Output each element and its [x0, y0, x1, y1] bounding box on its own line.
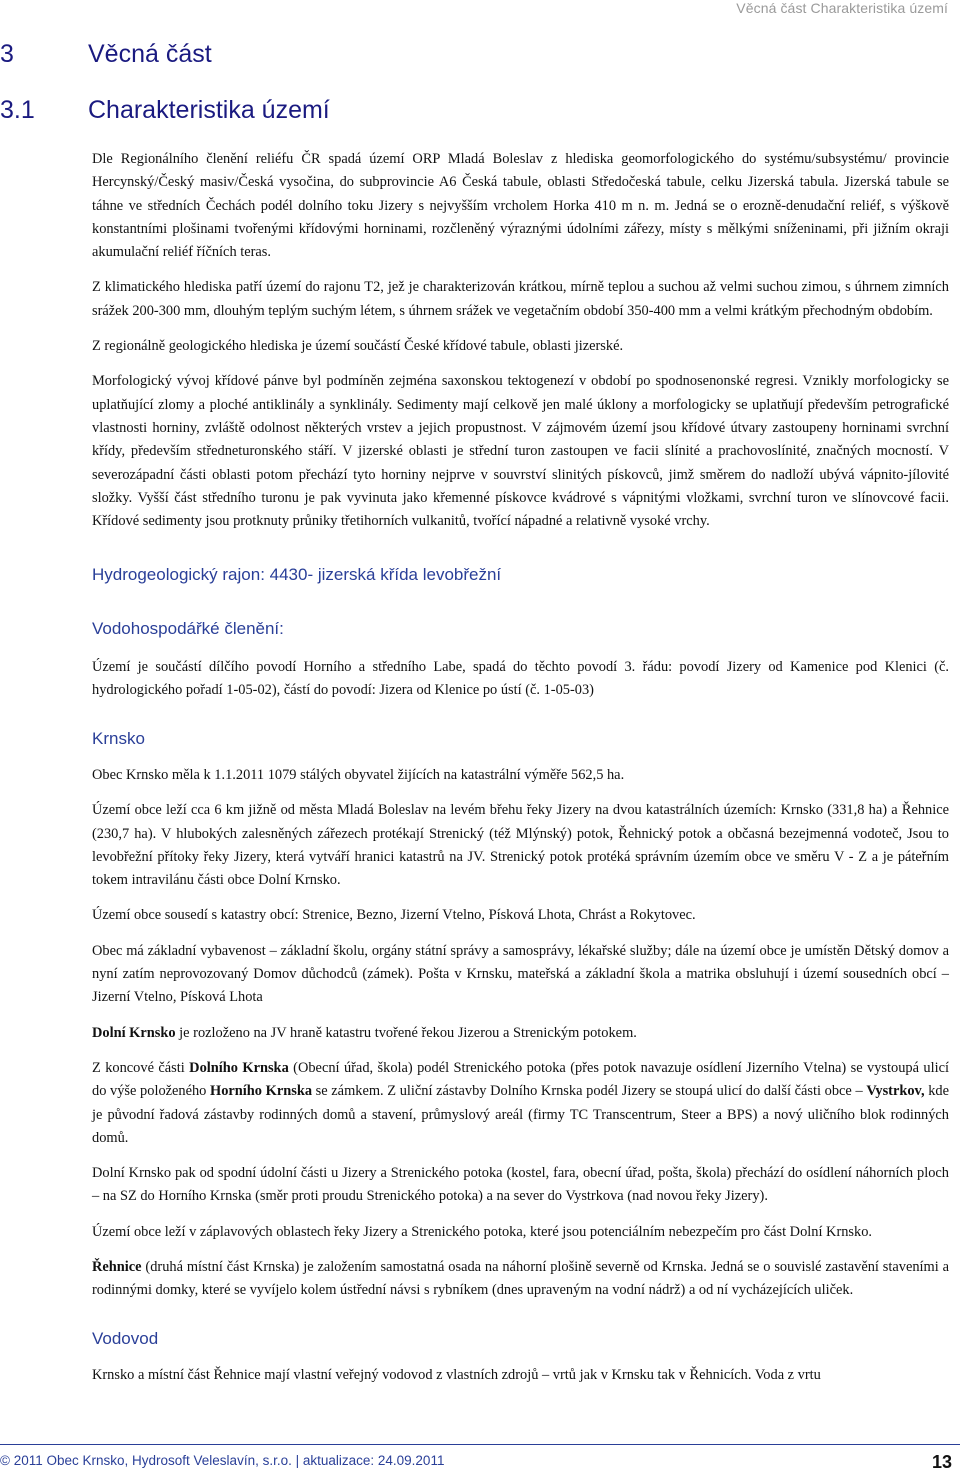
- paragraph-water-supply: Krnsko a místní část Řehnice mají vlastní veřejný vodovod z vlastních zdrojů – vrtů jak v Krnsku tak v Řehnicích. Voda z vrtu: [92, 1366, 821, 1383]
- paragraph-watershed: Území je součástí dílčího povodí Horního a středního Labe, spadá do těchto povodí 3. řádu: povodí Jizery od Kamenice pod Klenici (č. hydrologického pořadí 1-05-02), částí do povodí: Jizera od Klenice po ústí (č. 1-05-03): [92, 659, 949, 699]
- paragraph-geology: Z regionálně geologického hlediska je území součástí České křídové tabule, oblasti jizerské.: [92, 338, 624, 355]
- term-horniho-krnska: Horního Krnska: [210, 1083, 313, 1100]
- term-rehnice: Řehnice: [92, 1258, 142, 1275]
- page-number: 13: [931, 1452, 952, 1472]
- section-heading: [0, 40, 212, 69]
- footer-divider: [0, 1444, 960, 1445]
- term-dolni-krnsko: Dolní Krnsko: [92, 1024, 176, 1041]
- paragraph-amenities: Obec má základní vybavenost – základní školu, orgány státní správy a samosprávy, lékařské služby; dále na území obce je umístěn Dětský domov a nyní zatím neprovozovaný Domov důchodců (zámek). Pošta v Krnsku, mateřská a základní škola a matrika obsluhují i území sousedních obcí – Jizerní Vtelno, Písková Lhota: [92, 942, 949, 1006]
- term-vystrkov: Vystrkov,: [866, 1083, 925, 1100]
- section-title: Věcná část: [88, 40, 212, 68]
- paragraph-population: Obec Krnsko měla k 1.1.2011 1079 stálých obyvatel žijících na katastrální výměře 562,5 ha.: [92, 766, 625, 783]
- subsection-title: Charakteristika území: [88, 96, 330, 124]
- document-body: [92, 148, 949, 1399]
- heading-krnsko: Krnsko: [92, 728, 145, 748]
- paragraph-upland: Dolní Krnsko pak od spodní údolní části u Jizery a Strenického potoka (kostel, fara, obecní úřad, pošta, škola) přechází do osídlení náhorních ploch – na SZ do Horního Krnska (směr proti proudu Strenického potoka) a na sever do Vystrkova (nad novou řeky Jizery).: [92, 1165, 949, 1205]
- heading-water-management: Vodohospodářké členění:: [92, 618, 284, 638]
- term-dolniho-krnska: Dolního Krnska: [189, 1059, 289, 1076]
- paragraph-climate: Z klimatického hlediska patří území do rajonu T2, jež je charakterizován krátkou, mírně teplou a suchou až velmi suchou zimou, s úhrnem zimních srážek 200-300 mm, dlouhým teplým suchým létem, s úhrnem srážek ve vegetačním období 350-400 mm a velmi krátkým přechodným obdobím.: [92, 279, 949, 319]
- paragraph-settlement: Z koncové části Dolního Krnska (Obecní úřad, škola) podél Strenického potoka (přes potok navazuje osídlení Jizerního Vtelna) se vystoupá ulicí do výše položeného Horního Krnska se zámkem. Z uliční zástavby Dolního Krnska podél Jizery se stoupá ulicí do další části obce – Vystrkov, kde je původní řadová zástavby rodinných domů a stavení, průmyslový areál (firmy TC Transcentrum, Steer a BPS) a nový uličního blok rodinných domů.: [92, 1059, 949, 1146]
- subsection-heading: [0, 96, 330, 125]
- section-number: 3: [0, 40, 14, 68]
- paragraph-rehnice: Řehnice (druhá místní část Krnska) je založením samostatná osada na náhorní plošině severně od Krnska. Jedná se o souvislé zastavění staveními a rodinnými domky, které se vyvíjelo kolem ústřední návsi s rybníkem (dnes upraveným na vodní nádrž) a od ní vycházejících uliček.: [92, 1258, 949, 1299]
- paragraph-flood: Území obce leží v záplavových oblastech řeky Jizery a Strenického potoka, které jsou potenciálním nebezpečím pro část Dolní Krnsko.: [92, 1223, 873, 1240]
- paragraph-neighbours: Území obce sousedí s katastry obcí: Strenice, Bezno, Jizerní Vtelno, Písková Lhota, Chrást a Rokytovec.: [92, 907, 696, 924]
- paragraph-morphology: Morfologický vývoj křídové pánve byl podmíněn zejména saxonskou tektogenezí v období po spodnosenonské regresi. Vznikly morfologicky se uplatňující zlomy a ploché antiklinály a synklinály. Sedimenty mají celkově jen malé úklony a morfologicky se uplatňují především petrografické vlastnosti horniny, zvláště odolnost některých vrstev a jejich propustnost. V zájmovém území jsou křídové útvary zastoupeny horninami svrchní křídy, především středneturonského stáří. V jizerské oblasti je střední turon zastoupen ve facii slínité a prachovoslínité, značných mocností. V severozápadní části oblasti potom přechází tyto horniny nejprve v souvrství slinitých pískovců, jimž směrem do nadloží ubývá vápnito-jílovité složky. Vyšší část středního turonu je pak vyvinuta jako křemenné pískovce kvádrové s vápnitými vložkami, svrchní turon ve slínovcové facii. Křídové sedimenty jsou protknuty průniky třetihorních vulkanitů, tvořící nápadné a relativně vysoké vrchy.: [92, 373, 949, 530]
- paragraph-location: Území obce leží cca 6 km jižně od města Mladá Boleslav na levém břehu řeky Jizery na dvou katastrálních územích: Krnsko (331,8 ha) a Řehnice (230,7 ha). V hlubokých zalesněných zářezech protékají Strenický (též Mlýnský) potok, Řehnický potok a občasná bezejmenná vodoteč, Jsou to levobřežní přítoky řeky Jizery, která vytváří hranici katastrů na JV. Strenický potok protéká správním územím obce ve směru V - Z a je páteřním tokem intravilánu části obce Dolní Krnsko.: [92, 802, 949, 889]
- footer-credit: © 2011 Obec Krnsko, Hydrosoft Veleslavín, s.r.o. | aktualizace: 24.09.2011: [0, 1453, 445, 1468]
- running-header: Věcná část Charakteristika území: [736, 0, 948, 16]
- subsection-number: 3.1: [0, 96, 35, 124]
- heading-hydrogeology: Hydrogeologický rajon: 4430- jizerská křída levobřežní: [92, 565, 502, 585]
- paragraph-dolni-krnsko: Dolní Krnsko je rozloženo na JV hraně katastru tvořené řekou Jizerou a Strenickým potokem.: [92, 1024, 637, 1041]
- heading-vodovod: Vodovod: [92, 1328, 159, 1348]
- paragraph-geomorphology: Dle Regionálního členění reliéfu ČR spadá území ORP Mladá Boleslav z hlediska geomorfologického do systému/subsystému/ provincie Hercynský/Český masiv/Česká vysočina, do subprovincie A6 Česká tabule, oblasti Středočeská tabule, celku Jizerská tabula. Jizerská tabule se táhne ve středních Čechách podél dolního toku Jizery s nejvyšším vrcholem Horka 410 m n. m. Jedná se o erozně-denudační reliéf, s výškově konstantními plošinami tvořenými křídovými horninami, rozčleněný výraznými údolními zářezy, místy s mělkými sníženinami, při jižním okraji akumulační reliéf říčních teras.: [92, 151, 949, 261]
